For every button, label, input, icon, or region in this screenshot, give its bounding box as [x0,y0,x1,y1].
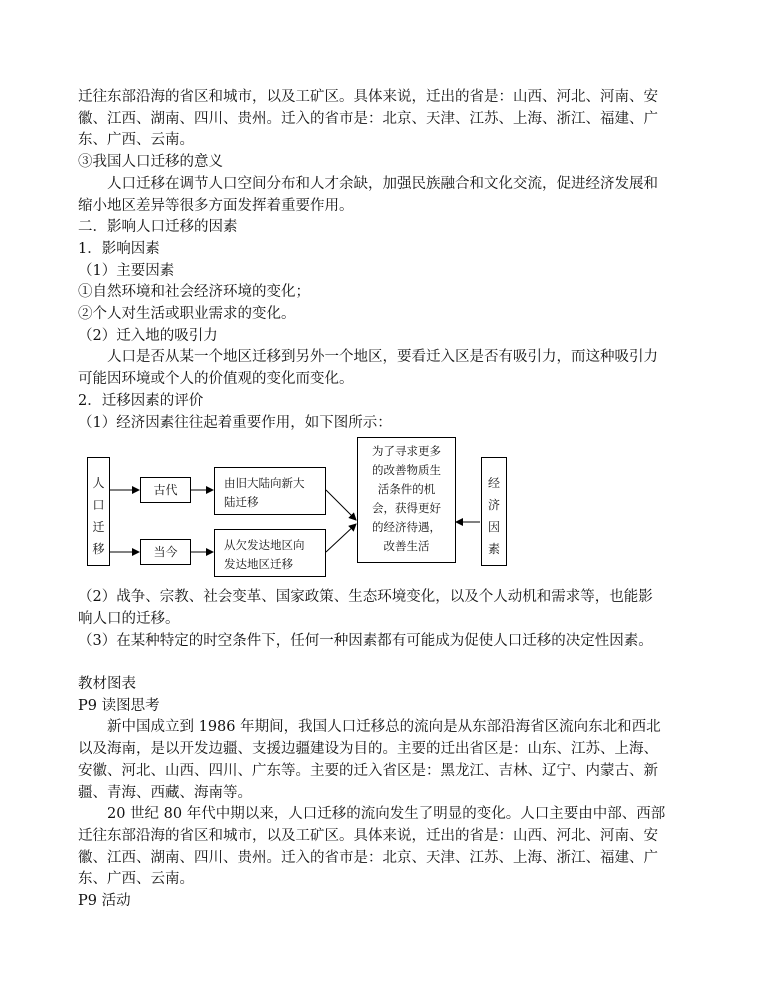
text-line: 徽、江西、湖南、四川、贵州。迁入的省市是：北京、天津、江苏、上海、浙江、福建、广 [78,110,658,127]
box-line: 改善生活 [383,539,430,554]
subheading: P9 活动 [78,893,131,910]
text-line: 东、广西、云南。 [78,132,194,149]
section-heading: 教材图表 [78,676,136,693]
population-migration-box [87,457,110,566]
box-line: 由旧大陆向新大 [224,476,305,491]
box-char: 因 [487,520,500,535]
text-line: （2）战争、宗教、社会变革、国家政策、生态环境变化，以及个人动机和需求等，也能影 [78,589,653,606]
text-line: 疆、青海、西藏、海南等。 [78,784,252,801]
text-line: 可能因环境或个人的价值观的变化而变化。 [78,371,354,388]
text-line: 人口是否从某一个地区迁移到另外一个地区，要看迁入区是否有吸引力，而这种吸引力 [107,349,658,366]
subheading: （2）迁入地的吸引力 [78,327,218,344]
text-line: （1）经济因素往往起着重要作用，如下图所示： [78,414,392,431]
text-line: 缩小地区差异等很多方面发挥着重要作用。 [78,197,354,214]
text-line: 以及海南，是以开发边疆、支援边疆建设为目的。主要的迁出省区是：山东、江苏、上海、 [78,741,658,758]
box-char: 经 [487,476,500,491]
text-line: 安徽、河北、山西、四川、广东等。主要的迁入省区是：黑龙江、吉林、辽宁、内蒙古、新 [78,762,658,779]
text-line: （3）在某种特定的时空条件下，任何一种因素都有可能成为促使人口迁移的决定性因素。 [78,632,653,649]
text-line: 迁往东部沿海的省区和城市，以及工矿区。具体来说，迁出的省是：山西、河北、河南、安 [78,827,658,844]
box-char: 移 [92,542,105,557]
migration-factor-diagram [78,437,698,583]
box-char: 迁 [92,520,105,535]
box-line: 从欠发达地区向 [224,538,305,553]
text-line: 新中国成立到 1986 年期间，我国人口迁移总的流向是从东部沿海省区流向东北和西北 [107,719,661,736]
spacer [78,652,698,674]
box-char: 人 [92,476,105,491]
modern-migration-box [214,529,326,577]
document-page [78,87,698,913]
subheading: 1．影响因素 [78,240,160,257]
text-line: 响人口的迁移。 [78,610,180,627]
economic-factor-box [481,457,507,566]
ancient-box: 古代 [140,477,191,503]
arrow-modern-to-purpose [326,524,356,552]
text-line: 20 世纪 80 年代中期以来，人口迁移的流向发生了明显的变化。人口主要由中部、西部 [107,806,666,823]
list-item: ①自然环境和社会经济环境的变化； [78,284,310,301]
box-char: 口 [92,498,105,513]
economic-purpose-box [357,437,456,563]
box-char: 素 [487,542,500,557]
box-line: 发达地区迁移 [224,557,293,572]
box-line: 的经济待遇， [372,520,441,535]
ancient-migration-box [214,467,326,515]
subheading: （1）主要因素 [78,262,175,279]
box-line: 会，获得更好 [372,501,441,516]
text-line: 迁往东部沿海的省区和城市，以及工矿区。具体来说，迁出的省是：山西、河北、河南、安 [78,89,658,105]
subheading: P9 读图思考 [78,697,160,714]
arrow-ancient-to-purpose [326,490,356,520]
box-line: 为了寻求更多 [372,444,441,459]
text-line: 人口迁移在调节人口空间分布和人才余缺，加强民族融合和文化交流，促进经济发展和 [107,175,658,192]
subheading: 2．迁移因素的评价 [78,392,204,409]
text-line: 东、广西、云南。 [78,871,194,888]
subheading-meaning: ③我国人口迁移的意义 [78,154,223,171]
box-char: 济 [487,498,500,513]
modern-box: 当今 [140,539,191,565]
box-line: 活条件的机 [377,482,436,497]
list-item: ②个人对生活或职业需求的变化。 [78,306,296,323]
text-line: 徽、江西、湖南、四川、贵州。迁入的省市是：北京、天津、江苏、上海、浙江、福建、广 [78,849,658,866]
box-line: 陆迁移 [224,495,259,510]
section-heading: 二．影响人口迁移的因素 [78,219,238,236]
box-line: 的改善物质生 [372,463,441,478]
